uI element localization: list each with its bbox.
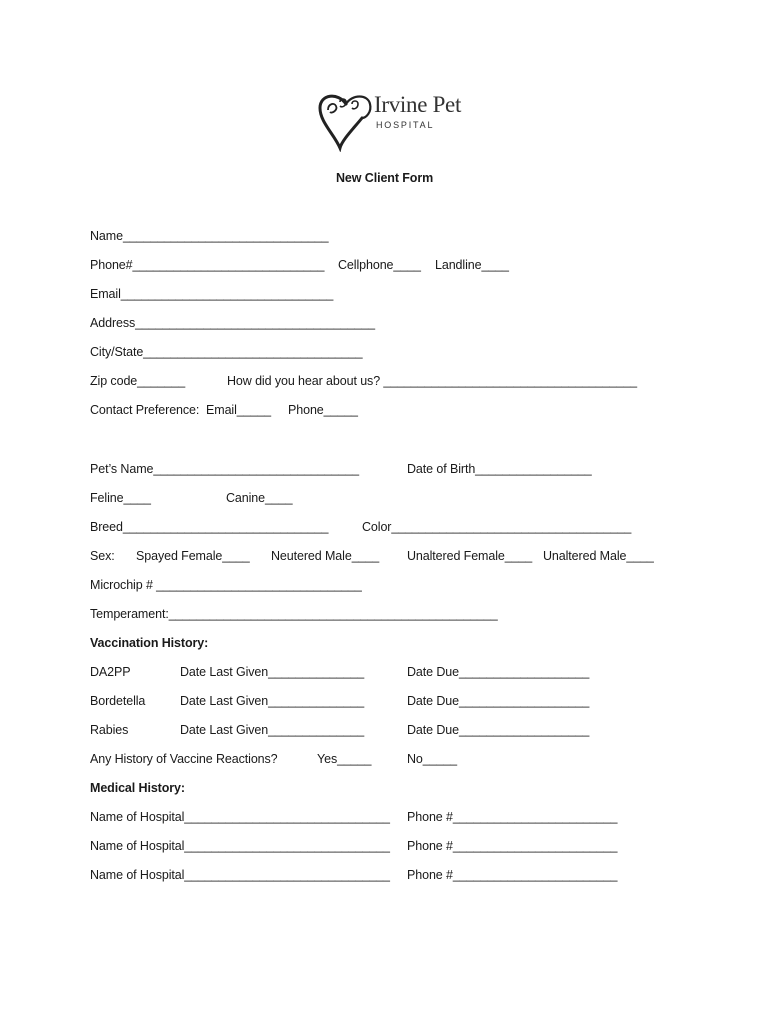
pet-name-field[interactable]: Pet’s Name______________________________	[90, 462, 359, 476]
vaccination-heading: Vaccination History:	[90, 636, 209, 650]
date-of-birth-field[interactable]: Date of Birth_________________	[407, 462, 592, 476]
date-last-given-field[interactable]: Date Last Given______________	[180, 694, 365, 708]
phone-field[interactable]: Phone#____________________________	[90, 258, 325, 272]
contact-preference-email-field[interactable]: Contact Preference: Email_____	[90, 403, 272, 417]
form-title: New Client Form	[336, 171, 434, 185]
logo-subtitle: HOSPITAL	[376, 120, 435, 130]
date-last-given-field[interactable]: Date Last Given______________	[180, 665, 365, 679]
feline-field[interactable]: Feline____	[90, 491, 151, 505]
vaccine-name: DA2PP	[90, 665, 131, 679]
heart-logo-icon	[316, 90, 376, 152]
referral-source-field[interactable]: How did you hear about us? _____________________________________	[227, 374, 637, 388]
breed-field[interactable]: Breed______________________________	[90, 520, 329, 534]
unaltered-male-field[interactable]: Unaltered Male____	[543, 549, 654, 563]
hospital-name-field[interactable]: Name of Hospital______________________________	[90, 868, 390, 882]
vaccine-name: Rabies	[90, 723, 129, 737]
vaccine-reactions-yes-field[interactable]: Yes_____	[317, 752, 372, 766]
vaccine-reactions-no-field[interactable]: No_____	[407, 752, 458, 766]
vaccine-reactions-label: Any History of Vaccine Reactions?	[90, 752, 278, 766]
spayed-female-field[interactable]: Spayed Female____	[136, 549, 250, 563]
vaccine-name: Bordetella	[90, 694, 146, 708]
hospital-name-field[interactable]: Name of Hospital______________________________	[90, 839, 390, 853]
city-state-field[interactable]: City/State________________________________	[90, 345, 363, 359]
hospital-phone-field[interactable]: Phone #________________________	[407, 839, 618, 853]
unaltered-female-field[interactable]: Unaltered Female____	[407, 549, 533, 563]
logo-name: Irvine Pet	[374, 92, 462, 117]
color-field[interactable]: Color___________________________________	[362, 520, 632, 534]
cellphone-field[interactable]: Cellphone____	[338, 258, 421, 272]
microchip-field[interactable]: Microchip # ______________________________	[90, 578, 362, 592]
email-field[interactable]: Email_______________________________	[90, 287, 334, 301]
canine-field[interactable]: Canine____	[226, 491, 293, 505]
name-field[interactable]: Name______________________________	[90, 229, 329, 243]
date-due-field[interactable]: Date Due___________________	[407, 723, 590, 737]
date-last-given-field[interactable]: Date Last Given______________	[180, 723, 365, 737]
hospital-phone-field[interactable]: Phone #________________________	[407, 810, 618, 824]
contact-preference-phone-field[interactable]: Phone_____	[288, 403, 358, 417]
sex-label: Sex:	[90, 549, 115, 563]
temperament-field[interactable]: Temperament:________________________________________________	[90, 607, 498, 621]
medical-history-heading: Medical History:	[90, 781, 185, 795]
date-due-field[interactable]: Date Due___________________	[407, 665, 590, 679]
address-field[interactable]: Address___________________________________	[90, 316, 375, 330]
landline-field[interactable]: Landline____	[435, 258, 509, 272]
neutered-male-field[interactable]: Neutered Male____	[271, 549, 380, 563]
hospital-name-field[interactable]: Name of Hospital______________________________	[90, 810, 390, 824]
hospital-logo	[316, 90, 462, 152]
hospital-phone-field[interactable]: Phone #________________________	[407, 868, 618, 882]
zip-code-field[interactable]: Zip code_______	[90, 374, 186, 388]
date-due-field[interactable]: Date Due___________________	[407, 694, 590, 708]
